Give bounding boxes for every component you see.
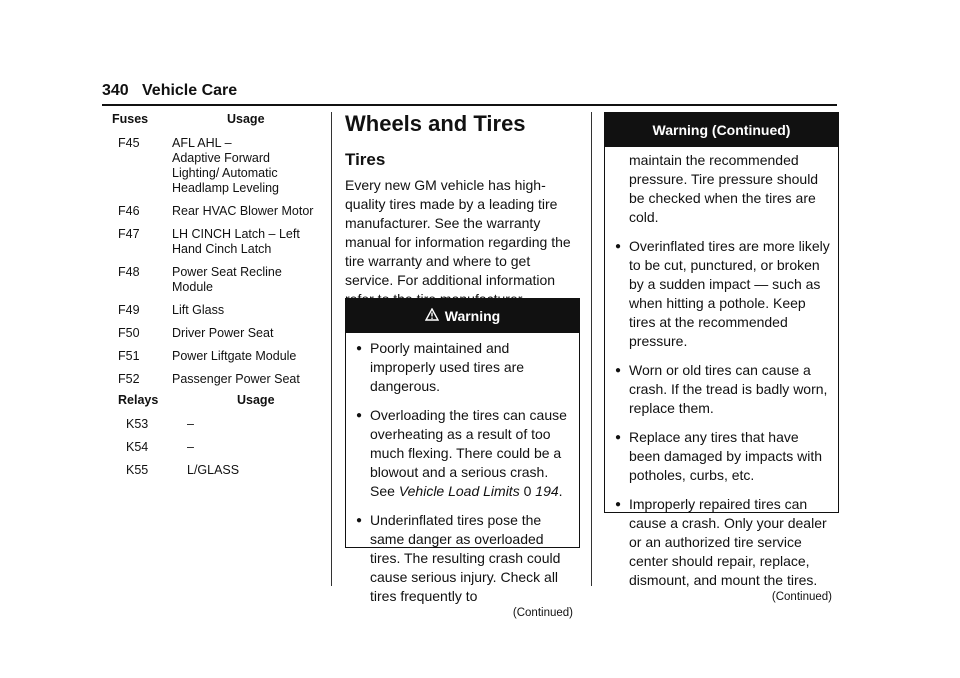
relay-usage: – [187, 417, 194, 431]
bullet-icon: ● [615, 365, 622, 376]
table-row [102, 440, 322, 455]
warning-triangle-icon [425, 299, 439, 333]
warning-body [346, 333, 579, 606]
warning-item-text: Replace any tires that have been damaged by impacts with potholes, curbs, etc. [629, 429, 822, 483]
table-row [102, 417, 322, 432]
relays-table-header [102, 393, 322, 413]
bullet-icon: ● [615, 432, 622, 443]
bullet-icon: ● [615, 241, 622, 252]
cross-reference-link[interactable]: Vehicle Load Limits [398, 483, 520, 499]
warning-title-bar [346, 299, 579, 333]
list-item [615, 361, 830, 418]
fuse-code: F47 [118, 227, 140, 241]
relays-column-header: Relays [118, 393, 159, 407]
fuses-column-header: Fuses [112, 112, 149, 126]
subsection-title: Tires [345, 150, 386, 169]
table-row [102, 326, 322, 341]
warning-title-bar: Warning (Continued) [605, 113, 838, 147]
table-row [102, 303, 322, 318]
fuse-usage: Power Seat Recline Module [172, 265, 282, 294]
list-item [356, 511, 571, 606]
warning-title: Warning [444, 308, 501, 324]
warning-body [605, 147, 838, 590]
table-row [102, 372, 322, 387]
fuse-code: F46 [118, 204, 140, 218]
fuse-usage: Lift Glass [172, 303, 225, 317]
page-number: 340 [102, 82, 129, 99]
fuse-code: F51 [118, 349, 140, 363]
fuses-table [102, 112, 322, 387]
warning-box [345, 298, 580, 619]
table-row [102, 463, 322, 478]
list-item [356, 339, 571, 396]
continued-label: (Continued) [771, 591, 832, 603]
list-item [356, 406, 571, 501]
fuse-usage: Driver Power Seat [172, 326, 274, 340]
warning-item-text: Underinflated tires pose the same danger as overloaded tires. The resulting crash could cause serious injury. Check all tires frequently to [370, 512, 561, 604]
sentence-end: . [558, 483, 563, 499]
relay-code: K53 [126, 417, 149, 431]
relay-usage: – [187, 440, 194, 454]
page-reference[interactable]: 194 [535, 483, 559, 499]
bullet-icon: ● [356, 343, 363, 354]
usage-column-header: Usage [237, 393, 275, 407]
bullet-icon: ● [356, 515, 363, 526]
main-column [345, 110, 580, 309]
intro-paragraph: Every new GM vehicle has high-quality tires made by a leading tire manufacturer. See the warranty manual for information regarding the tire warranty and where to get service. For additional information [345, 177, 571, 288]
fuse-usage: LH CINCH Latch – Left Hand Cinch Latch [172, 227, 300, 256]
fuse-usage: Power Liftgate Module [172, 349, 297, 363]
fuse-usage: Rear HVAC Blower Motor [172, 204, 314, 218]
table-row [102, 265, 322, 295]
fuse-code: F50 [118, 326, 140, 340]
fuse-code: F45 [118, 136, 140, 150]
bullet-icon: ● [356, 410, 363, 421]
relay-code: K54 [126, 440, 149, 454]
table-row [102, 227, 322, 257]
page-ref-arrow-icon: 0 [523, 483, 532, 499]
fuse-usage: Passenger Power Seat [172, 372, 300, 386]
table-row [102, 136, 322, 196]
warning-box-continued [604, 112, 839, 603]
fuse-code: F52 [118, 372, 140, 386]
section-title: Wheels and Tires [345, 111, 526, 136]
list-item [615, 495, 830, 590]
usage-column-header: Usage [227, 112, 265, 126]
bullet-icon: ● [615, 499, 622, 510]
fuse-code: F49 [118, 303, 140, 317]
table-row [102, 204, 322, 219]
page-header [102, 82, 837, 106]
list-item [615, 428, 830, 485]
column-divider [591, 112, 592, 586]
warning-item-text: Overinflated tires are more likely to be cut, punctured, or broken by a sudden impact — such as when hitting a pothole. Keep tires at the recommended pressure. [629, 238, 830, 349]
fuse-code: F48 [118, 265, 140, 279]
relays-table [102, 393, 322, 478]
page-title: Vehicle Care [142, 82, 238, 99]
fuse-usage: AFL AHL – Adaptive Forward Lighting/ Automatic Headlamp Leveling [172, 136, 280, 195]
relay-code: K55 [126, 463, 149, 477]
warning-item-text: Poorly maintained and improperly used tires are dangerous. [370, 340, 525, 394]
warning-lead-text: maintain the recommended pressure. Tire pressure should be checked when the tires are cold. [629, 152, 819, 225]
table-row [102, 349, 322, 364]
relay-usage: L/GLASS [187, 463, 240, 477]
warning-item-text: Improperly repaired tires can cause a crash. Only your dealer or an authorized tire service center should repair, replace, dismount, and mount the tires. [629, 496, 827, 588]
list-item [615, 237, 830, 351]
column-divider [331, 112, 332, 586]
warning-item-text: Worn or old tires can cause a crash. If the tread is badly worn, replace them. [629, 362, 828, 416]
fuses-table-header [102, 112, 322, 132]
warning-item-text: Overloading the tires can cause overheating as a result of too much flexing. There could be a blowout and a serious crash. See [370, 407, 567, 499]
continued-label: (Continued) [512, 607, 573, 619]
